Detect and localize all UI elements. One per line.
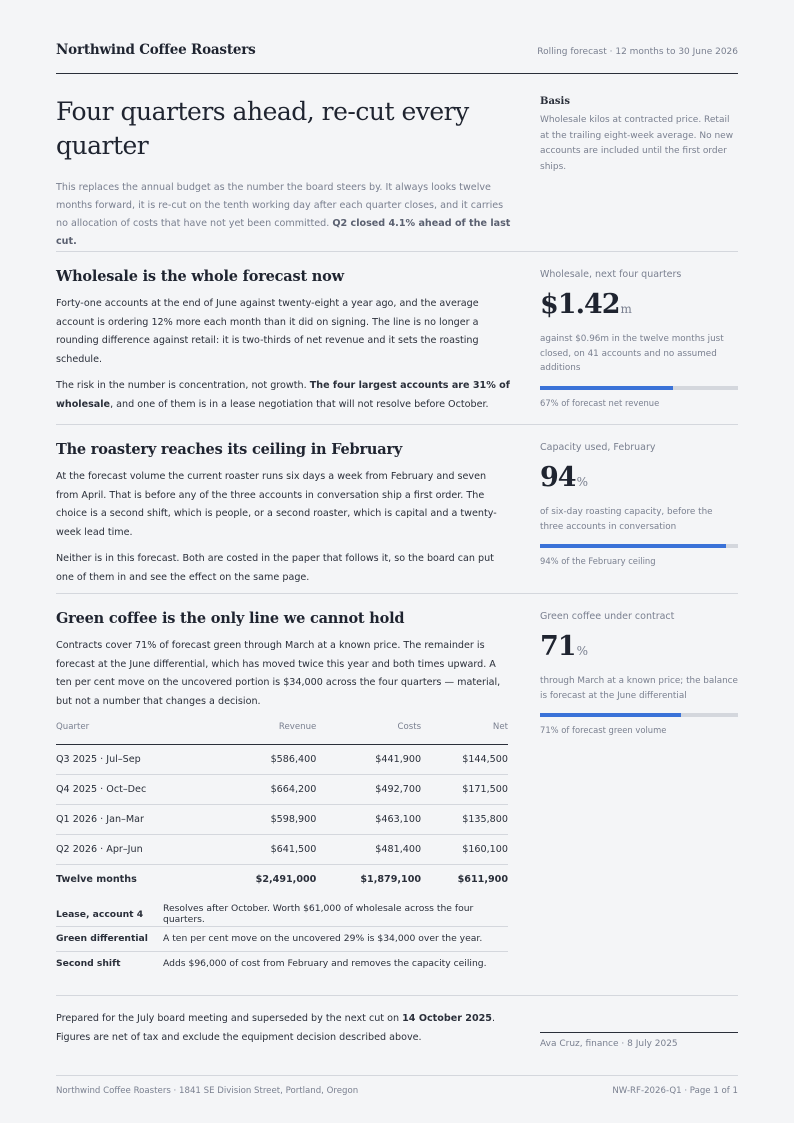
note-text: Resolves after October. Worth $61,000 of wholesale across the four quarters. [163,902,508,927]
table-cell: $611,900 [421,864,508,895]
note-text: Adds $96,000 of cost from February and removes the capacity ceiling. [163,958,487,969]
paragraph-text: The risk in the number is concentration, not growth. [56,380,307,391]
stat-label: Green coffee under contract [540,611,675,622]
stat-number: 94 [540,462,576,493]
table-cell: $135,800 [421,804,508,834]
table-cell: $598,900 [212,804,317,834]
divider [56,995,738,996]
lede-text: This replaces the annual budget as the number the board steers by. It always looks twelve months forward, it is re-cut on the tenth working day after each quarter closes, and it carries no allocation of costs that have not yet been committed. [56,182,504,229]
section-title: The roastery reaches its ceiling in February [56,441,403,458]
section-paragraph: Neither is in this forecast. Both are costed in the paper that follows it, so the board can put one of them in and see the effect on the same page. [56,553,494,583]
table-cell: Q3 2025 · Jul–Sep [56,744,212,774]
next-cut-date: 14 October 2025 [402,1013,492,1024]
forecast-table [56,722,508,895]
section-wholesale [56,268,511,414]
column-header: Revenue [212,722,317,744]
paragraph-emphasis: The four largest accounts are 31% of wholesale [56,380,510,410]
section-title: Wholesale is the whole forecast now [56,268,344,285]
table-cell: $1,879,100 [316,864,421,895]
progress-bar [540,386,738,390]
stat-green-coffee [540,611,738,735]
closing-line: Figures are net of tax and exclude the equipment decision described above. [56,1031,422,1043]
section-paragraph [56,377,511,414]
progress-caption: 67% of forecast net revenue [540,397,660,408]
note-row [56,927,508,952]
section-roastery [56,441,511,587]
lede [56,179,511,251]
stat-capacity [540,442,738,566]
table-cell: Q1 2026 · Jan–Mar [56,804,212,834]
closing-note [56,1010,516,1047]
stat-label: Wholesale, next four quarters [540,269,682,280]
section-paragraph: Contracts cover 71% of forecast green through March at a known price. The remainder is forecast at the June differential, which has moved twice this year and both times upward. A ten per cent move on the uncovered portion is $34,000 across the four quarters — material, but not a number that changes a decision. [56,640,501,707]
note-key: Lease, account 4 [56,902,163,927]
stat-value [540,290,738,324]
sensitivity-notes [56,902,508,976]
basis-title: Basis [540,96,570,107]
note-row [56,951,508,976]
closing-text: Prepared for the July board meeting and superseded by the next cut on [56,1013,400,1024]
stat-value [540,632,738,666]
note-key: Green differential [56,927,163,952]
table-cell: $160,100 [421,834,508,864]
progress-caption: 94% of the February ceiling [540,556,656,566]
table-row [56,804,508,834]
table-header-row [56,722,508,744]
progress-fill [540,544,726,548]
table-cell: Q4 2025 · Oct–Dec [56,774,212,804]
page-footer [56,1075,738,1096]
stat-unit: % [576,644,588,658]
closing-line [56,1010,516,1029]
table-cell: $641,500 [212,834,317,864]
table-cell: $664,200 [212,774,317,804]
stat-value [540,463,738,497]
stat-label: Capacity used, February [540,442,656,453]
progress-caption: 71% of forecast green volume [540,725,667,735]
divider [56,251,738,252]
page-title: Four quarters ahead, re-cut every quarter [56,97,469,160]
stat-description: through March at a known price; the balance is forecast at the June differential [540,676,738,701]
table-row [56,834,508,864]
footer-reference: NW-RF-2026-Q1 · Page 1 of 1 [612,1086,738,1096]
paragraph-text: , and one of them is in a lease negotiation that will not resolve before October. [110,398,489,410]
lede-emphasis: Q2 closed 4.1% ahead of the last cut. [56,218,511,247]
stat-description: of six-day roasting capacity, before the three accounts in conversation [540,507,713,532]
progress-bar [540,713,738,717]
section-title: Green coffee is the only line we cannot hold [56,610,405,627]
progress-fill [540,386,673,390]
note-key: Second shift [56,958,121,969]
stat-unit: m [620,302,632,316]
footer-address: Northwind Coffee Roasters · 1841 SE Division Street, Portland, Oregon [56,1086,359,1096]
stat-wholesale [540,269,738,408]
signoff: Ava Cruz, finance · 8 July 2025 [540,1032,738,1049]
forecast-period: Rolling forecast · 12 months to 30 June 2026 [537,47,738,57]
table-cell: Twelve months [56,864,212,895]
note-text: A ten per cent move on the uncovered 29% is $34,000 over the year. [163,927,508,952]
progress-bar [540,544,738,548]
page-header [56,42,738,74]
table-cell: $144,500 [421,744,508,774]
table-row [56,744,508,774]
basis-note [540,96,738,175]
hero [56,95,511,251]
divider [56,424,738,425]
column-header: Quarter [56,722,212,744]
table-cell: $441,900 [316,744,421,774]
stat-unit: % [576,475,588,489]
stat-description: against $0.96m in the twelve months just closed, on 41 accounts and no assumed additions [540,334,724,373]
brand-name: Northwind Coffee Roasters [56,42,256,58]
table-cell: Q2 2026 · Apr–Jun [56,834,212,864]
table-cell: $586,400 [212,744,317,774]
table-cell: $463,100 [316,804,421,834]
closing-punct: . [491,1013,496,1024]
progress-fill [540,713,681,717]
stat-number: 71 [540,631,576,662]
column-header: Costs [316,722,421,744]
column-header: Net [421,722,508,744]
divider [56,593,738,594]
basis-text: Wholesale kilos at contracted price. Retail at the trailing eight-week average. No new accounts are included until the first order ships. [540,115,734,172]
section-green-coffee [56,610,511,711]
stat-number: $1.42 [540,289,620,320]
table-total-row [56,864,508,895]
section-paragraph: At the forecast volume the current roaster runs six days a week from February and seven from April. That is before any of the three accounts in conversation ship a first order. The choice is a second shift, which is people, or a second roaster, which is capital and a twenty-week lead time. [56,471,497,538]
section-paragraph: Forty-one accounts at the end of June against twenty-eight a year ago, and the average account is ordering 12% more each month than it did on signing. The line is no longer a rounding difference against retail: it is two-thirds of net revenue and it sets the roasting schedule. [56,298,479,365]
table-cell: $481,400 [316,834,421,864]
note-row [56,902,508,927]
table-row [56,774,508,804]
table-cell: $2,491,000 [212,864,317,895]
table-cell: $492,700 [316,774,421,804]
table-cell: $171,500 [421,774,508,804]
